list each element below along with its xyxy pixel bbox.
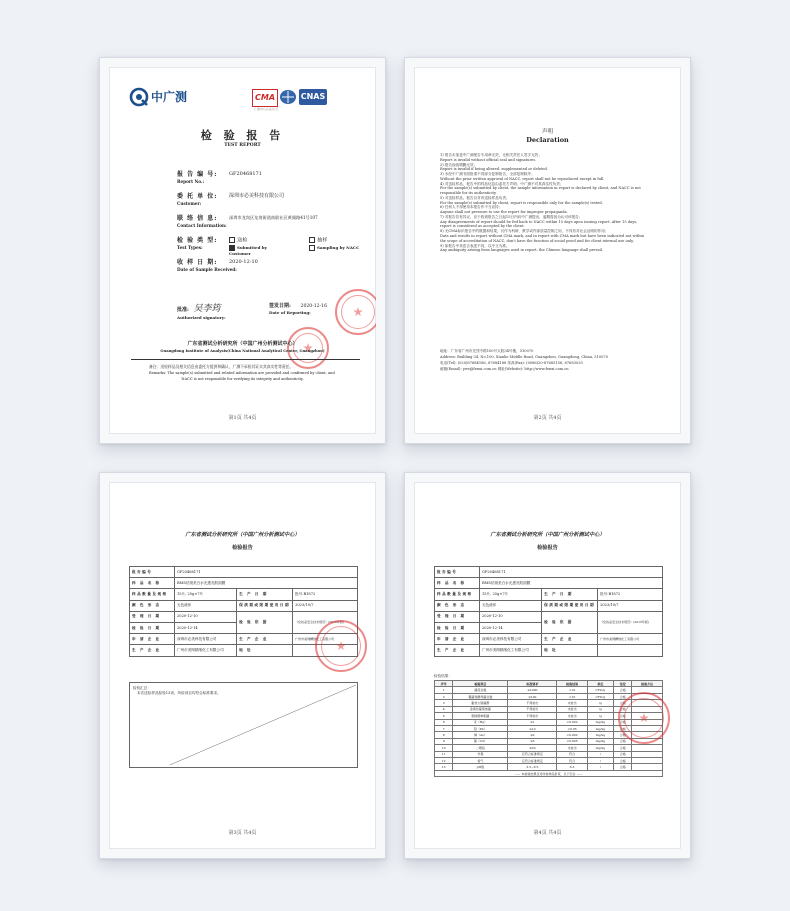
- result-cell: 铅（Pb）: [453, 725, 508, 731]
- info-value: 无色液体: [480, 600, 542, 611]
- result-cell: 11: [435, 751, 453, 757]
- result-cell: 合格: [614, 713, 632, 719]
- cma-badge: CMA: [252, 89, 278, 107]
- result-cell: 8: [435, 732, 453, 738]
- info-label: 样品数量及规格: [130, 589, 175, 600]
- result-cell: CFU/g: [587, 693, 613, 699]
- report-frame-page-3: [99, 472, 386, 859]
- info-value: 2023/10/7: [293, 600, 358, 611]
- report-no-label-en: Report No.:: [177, 179, 205, 185]
- info-label: 受 理 日 期: [130, 611, 175, 622]
- info-value: BMS祛斑美白水光透亮肌面膜: [480, 578, 663, 589]
- table-row: [435, 567, 663, 578]
- contact-label-en: Contact Information:: [177, 223, 227, 229]
- result-cell: 5: [435, 713, 453, 719]
- info-label: 地 址: [237, 645, 293, 656]
- badge-caption: 广测中心认证认可: [254, 107, 279, 111]
- divider: [131, 359, 360, 360]
- info-label: 保质期或限期使用日期: [237, 600, 293, 611]
- info-value: 15片, 25g×7片: [175, 589, 237, 600]
- inspection-seal-icon: [618, 692, 670, 744]
- result-cell: /g: [587, 713, 613, 719]
- result-cell: 合格: [614, 693, 632, 699]
- test-type-label: 检 验 类 型:: [177, 237, 218, 244]
- info-value: 2020-12-14: [480, 622, 542, 633]
- submitted-label: 送检: [237, 237, 248, 244]
- result-cell: 霉菌和酵母菌总数: [453, 693, 508, 699]
- info-label: 生 产 日 期: [237, 589, 293, 600]
- info-label: 样品数量及规格: [435, 589, 480, 600]
- declaration-line: Any ambiguity arising from languages used in report, the Chinese language shall prevail.: [440, 248, 604, 253]
- info-label: 生 产 企 业: [435, 645, 480, 656]
- result-cell: 9: [435, 738, 453, 744]
- table-row: [130, 611, 358, 622]
- info-label: 颜 色 形 态: [435, 600, 480, 611]
- contact-phone: 电话(Tel): (020)87684186, 87684188 传真(Fax): (0086)20-87685158, 87683020: [440, 361, 583, 366]
- signature-icon: 吴李筠: [193, 304, 221, 314]
- table-row: [435, 634, 663, 645]
- info-label: 申 请 企 业: [435, 634, 480, 645]
- result-cell: /: [587, 758, 613, 764]
- received-date-value: 2020-12-10: [229, 259, 258, 265]
- report-heading: 检验报告: [537, 545, 558, 551]
- result-cell: mg/kg: [587, 745, 613, 751]
- result-cell: /g: [587, 700, 613, 706]
- report-cover-page: [109, 67, 376, 434]
- result-cell: 不得检出: [508, 713, 557, 719]
- contact-value: 深圳市龙岗区龙岗街道南联社区黄阁路41号107: [229, 215, 318, 220]
- table-row: [130, 600, 358, 611]
- declaration-line: report is considered as accepted by the client.: [440, 224, 525, 229]
- report-frame-page-4: [404, 472, 691, 859]
- result-cell: <0.05: [557, 725, 588, 731]
- conclusion-box: [129, 682, 358, 768]
- info-value: GF20468171: [175, 567, 358, 578]
- result-cell: <0.002: [557, 719, 588, 725]
- contact-address-en: Address: Building 34, No.100, Xianlie Middle Road, Guangzhou, Guangdong, China, 510070: [440, 355, 609, 360]
- info-label: 颜 色 形 态: [130, 600, 175, 611]
- column-header: 标准要求: [508, 681, 557, 687]
- info-label: 报告编号: [130, 567, 175, 578]
- declaration-line: Anyone shall not pressure to use the report for improper propaganda.: [440, 210, 568, 215]
- result-cell: 外观: [453, 751, 508, 757]
- result-cell: 合格: [614, 745, 632, 751]
- info-value: 无色液体: [175, 600, 237, 611]
- result-cell: ≤30: [508, 745, 557, 751]
- declaration-line: 4) 对送检样品，报告中的样品信息由委托方声明，中广测不对其真实性负责；: [440, 181, 564, 186]
- info-value: 15片, 25g×7片: [480, 589, 542, 600]
- sampling-label: 抽样: [317, 237, 328, 244]
- info-value: 批号:B1872: [293, 589, 358, 600]
- declaration-line: Without the prior written approval of NACC, report shall not be reproduced except in full.: [440, 176, 605, 181]
- page-number: 第2页 共4页: [533, 415, 562, 422]
- result-cell: 不得检出: [508, 700, 557, 706]
- info-label: 生 产 企 业: [542, 634, 598, 645]
- report-frame-page-2: [404, 57, 691, 444]
- sampling-option: [309, 237, 369, 251]
- submitted-label-en: Submitted by Customer: [229, 244, 267, 256]
- conclusion-label: 检验汇总：: [133, 686, 151, 690]
- info-label: 检 验 日 期: [130, 622, 175, 633]
- customer-label-en: Customer:: [177, 201, 202, 207]
- info-value: [598, 645, 663, 656]
- result-cell: 菌落总数: [453, 687, 508, 693]
- page-number: 第4页 共4页: [533, 830, 562, 837]
- declaration-line: For the sample(s) submitted by client, the sample information in report is declared by client, and NACC is not: [440, 186, 641, 191]
- sampling-checkbox-icon: [309, 237, 315, 243]
- info-value: 《化妆品安全技术规范》(2015年版): [293, 611, 358, 633]
- test-type-row: [177, 237, 360, 256]
- results-page: [414, 482, 681, 849]
- result-cell: 不得检出: [508, 706, 557, 712]
- table-row: [435, 589, 663, 600]
- result-cell: 3: [435, 700, 453, 706]
- institute-heading: 广东省测试分析研究所（中国广州分析测试中心）: [490, 532, 605, 538]
- info-label: 生 产 企 业: [130, 645, 175, 656]
- declaration-line: Data and results in report without CMA mark, and in report with CMA mark but have been indicated not within: [440, 234, 644, 239]
- table-row: [435, 600, 663, 611]
- result-cell: 符合: [557, 751, 588, 757]
- end-note-row: [435, 770, 663, 776]
- result-cell: 7: [435, 725, 453, 731]
- result-cell: 6: [435, 719, 453, 725]
- result-cell: ≤1000: [508, 687, 557, 693]
- result-cell: <10: [557, 687, 588, 693]
- end-note: —— 本检验结果仅对所检样品负责，以下空白 ——: [435, 770, 663, 776]
- report-title: 检 验 报 告: [200, 129, 285, 142]
- result-cell: 10: [435, 745, 453, 751]
- approve-label-en: Authorized signatory:: [177, 315, 226, 321]
- submitted-checkbox-icon: [229, 237, 235, 243]
- results-label: 检验结果：: [434, 674, 452, 678]
- result-cell: 3.5~8.5: [508, 764, 557, 770]
- submitted-option: [229, 237, 289, 256]
- issue-date-value: 2020-12-16: [300, 304, 328, 309]
- declaration-line: For the sample(s) submitted by client, report is responsible only for the sample(s) tested.: [440, 200, 603, 205]
- declaration-line: 2) 报告涂改增删无效；: [440, 162, 478, 167]
- info-label: 生 产 企 业: [237, 634, 293, 645]
- report-no-row: [177, 171, 262, 185]
- table-row: [435, 578, 663, 589]
- result-cell: 4: [435, 706, 453, 712]
- result-cell: 合格: [614, 700, 632, 706]
- result-cell: 香气: [453, 758, 508, 764]
- result-cell: 符合: [557, 758, 588, 764]
- info-value: 广州市美网精细化工有限公司: [480, 645, 542, 656]
- info-value: BMS祛斑美白水光透亮肌面膜: [175, 578, 358, 589]
- received-date-label: 收 样 日 期:: [177, 259, 218, 266]
- info-value: 《化妆品安全技术规范》(2015年版): [598, 611, 663, 633]
- report-heading: 检验报告: [232, 545, 253, 551]
- official-seal-icon: [335, 289, 376, 335]
- result-cell: /: [587, 764, 613, 770]
- received-date-row: [177, 259, 258, 273]
- result-cell: 合格: [614, 738, 632, 744]
- conclusion-text: 本次送检样品检验13项，所检项目均符合标准要求。: [137, 690, 221, 695]
- column-header: 序号: [435, 681, 453, 687]
- info-value: 2020-12-10: [175, 611, 237, 622]
- sampling-label-en: Sampling by NACC: [317, 244, 360, 250]
- result-cell: 合格: [614, 732, 632, 738]
- table-row: [130, 567, 358, 578]
- contact-label: 联 络 信 息:: [177, 215, 218, 222]
- result-cell: mg/kg: [587, 738, 613, 744]
- cnas-seal-icon: [279, 89, 297, 105]
- result-cell: mg/kg: [587, 725, 613, 731]
- company-logo-text: 中广测: [151, 90, 188, 104]
- approval-block: [177, 303, 226, 321]
- declaration-body: [440, 153, 657, 253]
- result-cell: 6.3: [557, 764, 588, 770]
- table-row: [435, 645, 663, 656]
- declaration-line: 8) 无CMA标识报告中的数据和结果，仅作为科研、教学或内部质量控制之用，不具有对社会证明的作用；: [440, 229, 609, 234]
- customer-row: [177, 193, 285, 207]
- result-cell: 应符合标准规定: [508, 751, 557, 757]
- result-cell: 合格: [614, 764, 632, 770]
- report-subtitle: TEST REPORT: [224, 143, 261, 148]
- info-value: GF20468171: [480, 567, 663, 578]
- info-value: 2023/10/7: [598, 600, 663, 611]
- result-cell: ≤100: [508, 693, 557, 699]
- result-cell: 应符合标准规定: [508, 758, 557, 764]
- result-cell: 未检出: [557, 700, 588, 706]
- received-date-label-en: Date of Sample Received:: [177, 267, 237, 273]
- result-cell: /g: [587, 706, 613, 712]
- declaration-line: 1) 报告未加盖中广测报告专用章无效，无相关责任人签字无效；: [440, 153, 542, 157]
- result-cell: 未检出: [557, 713, 588, 719]
- result-cell: 合格: [614, 706, 632, 712]
- remarks-en-2: NACC is not responsible for verifying its integrity and authenticity.: [181, 377, 304, 381]
- institute-heading: 广东省测试分析研究所（中国广州分析测试中心）: [185, 532, 300, 538]
- column-header: 检验结果: [557, 681, 588, 687]
- result-cell: 合格: [614, 725, 632, 731]
- declaration-line: 6) 任何人不得使用本报告作不当宣传；: [440, 205, 503, 210]
- result-cell: pH值: [453, 764, 508, 770]
- declaration-title: 声明: [541, 129, 553, 135]
- page-number: 第1页 共4页: [228, 415, 257, 422]
- result-cell: ≤2: [508, 732, 557, 738]
- sample-info-page: [109, 482, 376, 849]
- column-header: 检验项目: [453, 681, 508, 687]
- result-cell: ≤10: [508, 725, 557, 731]
- info-label: 受 理 日 期: [435, 611, 480, 622]
- info-label: 报告编号: [435, 567, 480, 578]
- result-cell: <0.002: [557, 732, 588, 738]
- result-cell: mg/kg: [587, 732, 613, 738]
- approve-label: 批准:: [177, 307, 189, 313]
- declaration-line: 9) 如报告中英语言表述不同，以中文为准。: [440, 243, 510, 248]
- result-cell: 合格: [614, 758, 632, 764]
- declaration-line: Report is invalid if being altered, supplemented or deleted.: [440, 167, 549, 172]
- result-cell: <10: [557, 693, 588, 699]
- result-cell: ≤1: [508, 719, 557, 725]
- info-value: 广州市美网精细化工有限公司: [598, 634, 663, 645]
- info-label: 地 址: [542, 645, 598, 656]
- contact-row: [177, 215, 318, 229]
- column-header: 结论: [614, 681, 632, 687]
- declaration-line: 7) 对报告若有异议，应于收到报告之日起15日内向中广测提出，逾期将视为认可该报告；: [440, 214, 583, 219]
- customer-label: 委 托 单 位:: [177, 193, 218, 200]
- info-label: 生 产 日 期: [542, 589, 598, 600]
- result-cell: 二噁烷: [453, 745, 508, 751]
- customer-value: 深圳市必美科技有限公司: [229, 193, 285, 199]
- result-cell: 砷（As）: [453, 732, 508, 738]
- result-cell: 耐热大肠菌群: [453, 700, 508, 706]
- info-label: 检 验 日 期: [435, 622, 480, 633]
- issue-date-label: 签发日期:: [269, 303, 291, 309]
- result-cell: 铜绿假单胞菌: [453, 713, 508, 719]
- contact-address-cn: 地址：广东省广州市先烈中路100号大院34号楼，510070: [440, 349, 534, 353]
- info-value: 深圳市必美科技有限公司: [175, 634, 237, 645]
- declaration-line: 5) 对送检样品，报告仅对该送检样品负责；: [440, 195, 510, 200]
- column-header: 单位: [587, 681, 613, 687]
- result-cell: /: [587, 751, 613, 757]
- info-label: 样 品 名 称: [435, 578, 480, 589]
- info-value: 2020-12-14: [175, 622, 237, 633]
- declaration-subtitle: Declaration: [526, 136, 569, 144]
- result-cell: 2: [435, 693, 453, 699]
- declaration-line: Any disagreements of report should be fed back to NACC within 15 days upon issuing report. After 15 days,: [440, 219, 638, 224]
- table-row: [130, 589, 358, 600]
- result-cell: 未检出: [557, 706, 588, 712]
- remarks-en-1: Remarks: The sample(s) submitted and related information are provided and confirmed by client, and: [149, 371, 335, 375]
- declaration-line: the scope of accreditation of NACC, don't have the function of social proof and for client internal use only.: [440, 238, 634, 243]
- info-label: 申 请 企 业: [130, 634, 175, 645]
- declaration-line: Report is invalid without official seal and signatures.: [440, 157, 537, 162]
- info-value: 深圳市必美科技有限公司: [480, 634, 542, 645]
- institute-name-cn: 广东省测试分析研究所（中国广州分析测试中心）: [187, 341, 298, 347]
- result-cell: 13: [435, 764, 453, 770]
- inspection-seal-icon: [315, 620, 367, 672]
- issue-date-block: [269, 303, 327, 316]
- result-cell: 合格: [614, 687, 632, 693]
- info-value: 广州市美网精细化工有限公司: [293, 634, 358, 645]
- table-row: [130, 578, 358, 589]
- result-cell: CFU/g: [587, 687, 613, 693]
- result-cell: ≤5: [508, 738, 557, 744]
- result-cell: mg/kg: [587, 719, 613, 725]
- result-cell: 金黄色葡萄球菌: [453, 706, 508, 712]
- sample-info-table: [434, 566, 663, 657]
- info-label: 检 验 依 据: [542, 611, 598, 633]
- info-label: 保质期或限期使用日期: [542, 600, 598, 611]
- declaration-line: responsible for its authenticity.: [440, 191, 497, 196]
- result-cell: <0.005: [557, 738, 588, 744]
- contact-email: 邮箱(Email): yws@fenxi.com.cn 网址(Website): http://www.fenxi.com.cn: [440, 367, 569, 372]
- info-label: 样 品 名 称: [130, 578, 175, 589]
- contact-block: [440, 348, 663, 372]
- blank-strike-icon: [130, 683, 357, 767]
- result-cell: 1: [435, 687, 453, 693]
- institute-name-en: Guangdong Institute of Analysis(China National Analytical Center, Guangzhou): [160, 349, 325, 353]
- issue-date-label-en: Date of Reporting:: [269, 310, 311, 316]
- company-logo-icon: [129, 87, 149, 107]
- cnas-badge: CNAS: [299, 89, 327, 105]
- info-label: 检 验 依 据: [237, 611, 293, 633]
- info-value: 批号:B1872: [598, 589, 663, 600]
- declaration-line: 3) 未经中广测书面批准不得部分复制报告，全部复制除外；: [440, 172, 535, 177]
- institute-seal-icon: [287, 327, 329, 369]
- sampling-checkbox-en-icon: [309, 245, 315, 251]
- test-type-label-en: Test Types:: [177, 245, 203, 251]
- result-cell: 合格: [614, 719, 632, 725]
- result-cell: 未检出: [557, 745, 588, 751]
- result-cell: 汞（Hg）: [453, 719, 508, 725]
- info-value: 2020-12-10: [480, 611, 542, 622]
- table-row: [435, 611, 663, 622]
- info-value: 广州市美网精细化工有限公司: [175, 645, 237, 656]
- page-number: 第3页 共4页: [228, 830, 257, 837]
- declaration-page: [414, 67, 681, 434]
- column-header: 检验方法: [632, 681, 663, 687]
- result-cell: 合格: [614, 751, 632, 757]
- remarks-cn: 备注：送检样品及相关信息由委托方提供和确认，广测不承担其证实其真实性等责任。: [149, 364, 294, 369]
- result-cell: 镉（Cd）: [453, 738, 508, 744]
- report-no-label: 报 告 编 号:: [177, 171, 218, 178]
- result-cell: 12: [435, 758, 453, 764]
- report-frame-page-1: [99, 57, 386, 444]
- report-no-value: GF20468171: [229, 171, 262, 177]
